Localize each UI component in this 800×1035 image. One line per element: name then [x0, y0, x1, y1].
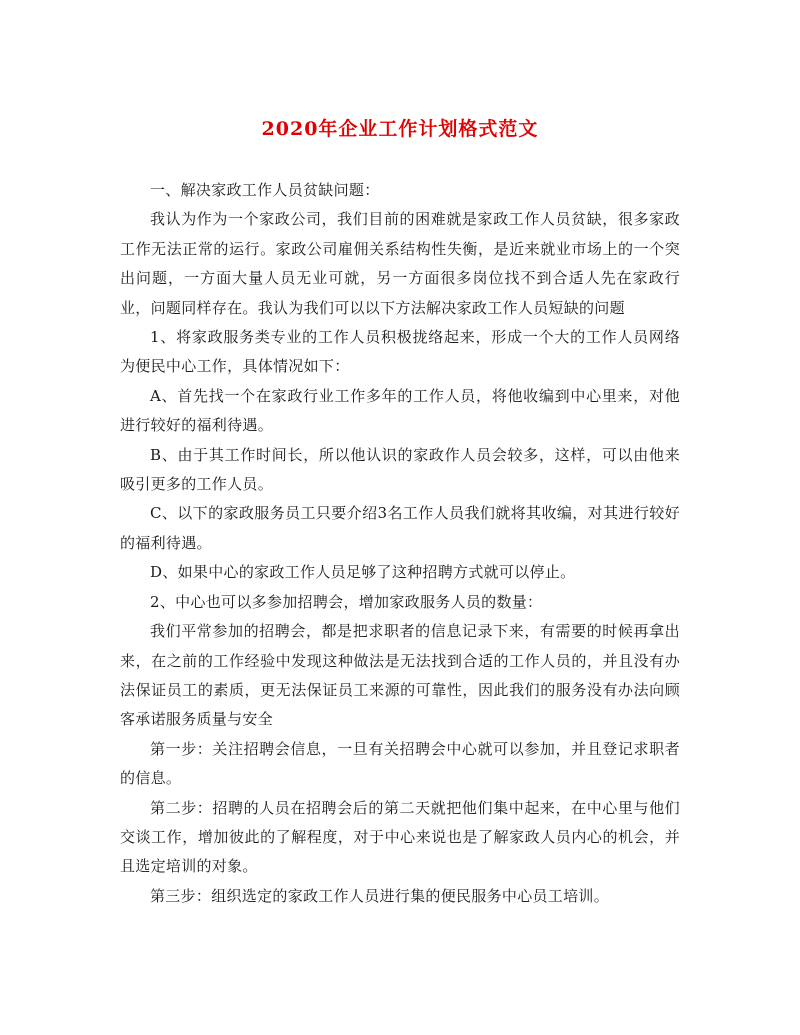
step-1: 第一步：关注招聘会信息，一旦有关招聘会中心就可以参加，并且登记求职者的信息。: [120, 739, 680, 788]
paragraph-intro: 我认为作为一个家政公司，我们目前的困难就是家政工作人员贫缺，很多家政工作无法正常的运行。家政公司雇佣关系结构性失衡，是近来就业市场上的一个突出问题，一方面大量人员无业可就，另一方面很多岗位找不到合适人先在家政行业，问题同样存在。我认为我们可以以下方法解决家政工作人员短缺的问题: [120, 210, 680, 317]
document-title: 2020年企业工作计划格式范文: [261, 118, 539, 140]
section-heading-1: 一、解决家政工作人员贫缺问题：: [150, 181, 380, 199]
list-item-d: D、如果中心的家政工作人员足够了这种招聘方式就可以停止。: [150, 563, 576, 582]
document-body: [120, 176, 680, 911]
list-item-b: B、由于其工作时间长，所以他认识的家政作人员会较多，这样，可以由他来吸引更多的工作人员。: [120, 445, 680, 494]
list-item-2: 2、中心也可以多参加招聘会，增加家政服务人员的数量：: [150, 592, 543, 611]
list-item-c: C、以下的家政服务员工只要介绍3名工作人员我们就将其收编，对其进行较好的福利待遇。: [120, 504, 680, 552]
paragraph-recruitment: 我们平常参加的招聘会，都是把求职者的信息记录下来，有需要的时候再拿出来，在之前的工作经验中发现这种做法是无法找到合适的工作人员的，并且没有办法保证员工的素质，更无法保证员工来源的可靠性，因此我们的服务没有办法向顾客承诺服务质量与安全: [120, 622, 680, 729]
step-2: 第二步：招聘的人员在招聘会后的第二天就把他们集中起来，在中心里与他们交谈工作，增加彼此的了解程度，对于中心来说也是了解家政人员内心的机会，并且选定培训的对象。: [120, 798, 680, 876]
list-item-1: 1、将家政服务类专业的工作人员积极拢络起来，形成一个大的工作人员网络为便民中心工作，具体情况如下：: [120, 328, 680, 376]
list-item-a: A、首先找一个在家政行业工作多年的工作人员，将他收编到中心里来，对他进行较好的福利待遇。: [120, 386, 680, 435]
step-3: 第三步：组织选定的家政工作人员进行集的便民服务中心员工培训。: [150, 886, 610, 905]
